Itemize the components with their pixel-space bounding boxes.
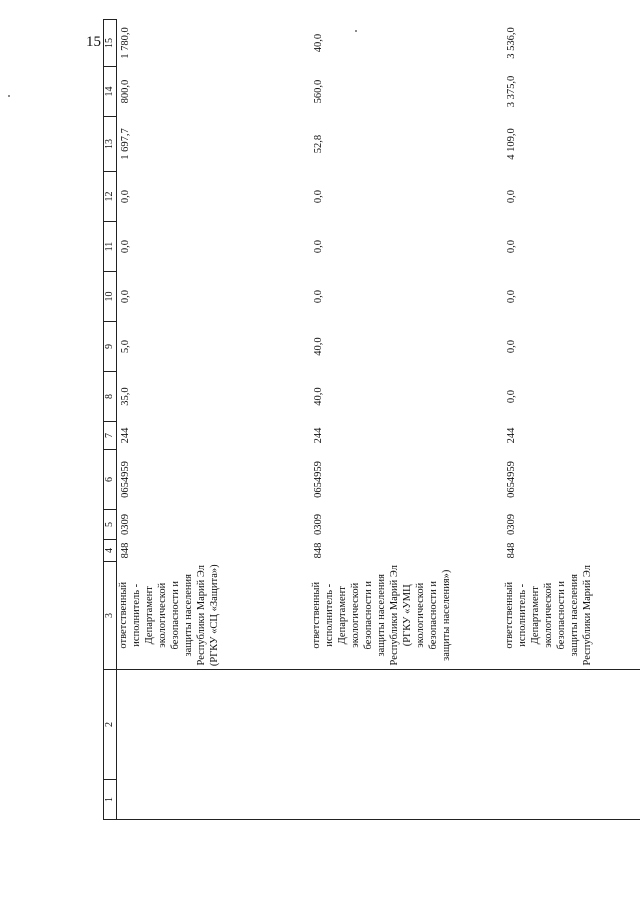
value-cell: 1 780,0: [120, 27, 131, 59]
value-cell: 560,0: [313, 79, 324, 104]
cell-col1: [503, 780, 640, 820]
code-cell: 848: [120, 542, 131, 559]
rotated-table-container: [103, 20, 603, 820]
value-cell: 40,0: [313, 33, 324, 53]
target-article-cell: 0654959: [120, 461, 131, 498]
value-cell: 3 375,0: [506, 75, 517, 108]
section-cell: 0309: [506, 514, 517, 535]
col-header-13: 13: [104, 117, 117, 172]
expense-type-cell: 244: [506, 427, 517, 444]
value-cell: 0,0: [506, 289, 517, 304]
value-cell: 40,0: [313, 337, 324, 356]
cell-col2: [117, 670, 311, 780]
col-header-5: 5: [104, 510, 117, 540]
value-cell: 52,8: [313, 134, 324, 154]
value-cell: 0,0: [506, 239, 517, 254]
table-row: [310, 20, 503, 820]
col-header-3: 3: [104, 562, 117, 670]
expense-type-cell: 244: [120, 427, 131, 444]
scan-dot: [8, 95, 10, 97]
cell-col1: [117, 780, 311, 820]
value-cell: 3 536,0: [506, 27, 517, 59]
value-cell: 5,0: [120, 339, 131, 354]
col-header-8: 8: [104, 372, 117, 422]
executor-cell: ответственный исполнитель - Департамент экологической безопасности и защиты населения Республики Марий Эл (РГКУ «УМЦ экологической безопасности и защиты населения»): [311, 565, 452, 666]
code-cell: 848: [313, 542, 324, 559]
value-cell: 35,0: [120, 387, 131, 406]
budget-table: [103, 19, 640, 820]
executor-cell: ответственный исполнитель - Департамент экологической безопасности и защиты населения Республики Марий Эл (РГКУ «СЦ «Защита»): [118, 564, 220, 667]
col-header-7: 7: [104, 422, 117, 450]
col-header-15: 15: [104, 20, 117, 67]
col-header-11: 11: [104, 222, 117, 272]
value-cell: 0,0: [313, 189, 324, 204]
code-cell: 848: [506, 542, 517, 559]
page-number: 15: [86, 34, 101, 50]
cell-col2: [310, 670, 503, 780]
col-header-6: 6: [104, 450, 117, 510]
value-cell: 0,0: [506, 339, 517, 354]
col-header-1: 1: [104, 780, 117, 820]
executor-cell: ответственный исполнитель - Департамент экологической безопасности и защиты населения Республики Марий Эл: [504, 565, 593, 666]
value-cell: 1 697,7: [120, 128, 131, 160]
value-cell: 0,0: [313, 289, 324, 304]
value-cell: 800,0: [120, 79, 131, 104]
table-row: [117, 20, 311, 820]
col-header-4: 4: [104, 540, 117, 562]
value-cell: 0,0: [120, 189, 131, 204]
col-header-9: 9: [104, 322, 117, 372]
cell-col1: [310, 780, 503, 820]
col-header-12: 12: [104, 172, 117, 222]
section-cell: 0309: [313, 514, 324, 535]
value-cell: 0,0: [506, 189, 517, 204]
col-header-2: 2: [104, 670, 117, 780]
target-article-cell: 0654959: [313, 461, 324, 498]
target-article-cell: 0654959: [506, 461, 517, 498]
value-cell: 0,0: [120, 239, 131, 254]
value-cell: 4 109,0: [506, 128, 517, 160]
expense-type-cell: 244: [313, 427, 324, 444]
section-cell: 0309: [120, 514, 131, 535]
value-cell: 0,0: [506, 389, 517, 404]
col-header-10: 10: [104, 272, 117, 322]
value-cell: 40,0: [313, 387, 324, 406]
cell-col2: [503, 670, 640, 780]
column-number-row: [104, 20, 117, 820]
value-cell: 0,0: [120, 289, 131, 304]
col-header-14: 14: [104, 67, 117, 117]
value-cell: 0,0: [313, 239, 324, 254]
table-row: [503, 20, 640, 820]
